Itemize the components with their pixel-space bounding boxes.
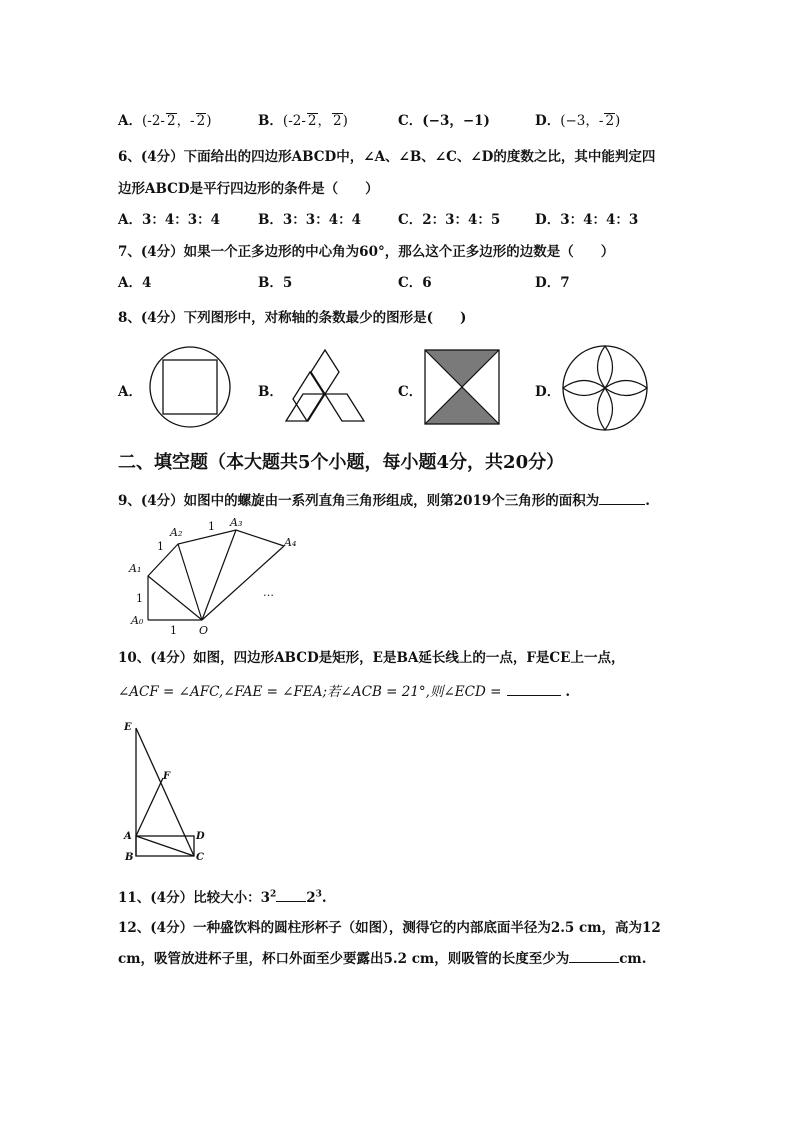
q8-label-c: C． [398,384,423,400]
q9-text: 9、(4分）如图中的螺旋由一系列直角三角形组成，则第2019个三角形的面积为 [118,493,600,509]
q10-question-line2 [118,680,570,700]
label-c: C [196,852,204,863]
q11-text: 11、(4分）比较大小：3 [118,890,270,906]
q9-question-line1 [118,489,650,509]
q5-option-d [535,109,620,129]
q5-option-b-math: (-2- 2， 2) [282,113,348,129]
label-a1: A₁ [129,562,142,575]
q10-end: . [565,684,571,700]
q8-label-b: B． [258,384,283,400]
q6-option-d: D．3：4：4：3 [535,212,639,228]
q9-figure-spiral [126,514,296,638]
q5-option-c [398,109,490,129]
q8-label-d: D． [535,384,561,400]
answer-blank [569,962,619,963]
side-length-1: 1 [170,624,177,637]
q6-option-a: A．3：4：3：4 [118,212,221,228]
q12-end: cm. [619,951,647,967]
option-label: D． [535,113,561,129]
option-label: A． [118,113,142,129]
answer-blank [276,901,306,902]
option-text: (−3，−1) [422,113,490,129]
q11-end: . [321,890,327,906]
label-a2: A₂ [170,526,183,539]
label-f: F [163,771,171,782]
label-d: D [196,831,205,842]
q8-question-line1: 8、(4分）下列图形中，对称轴的条数最少的图形是( ) [118,310,467,326]
q5-option-d-math: (−3，- 2) [560,113,621,129]
q7-question-line1: 7、(4分）如果一个正多边形的中心角为60°，那么这个正多边形的边数是（ ） [118,244,615,260]
q5-option-b [258,109,348,129]
q7-option-a: A．4 [118,275,152,291]
q6-option-b: B．3：3：4：4 [258,212,361,228]
q7-option-b: B．5 [258,275,293,291]
q11-base-2: 2 [306,890,316,906]
q12-question-line2 [118,947,646,967]
q8-figure-b-three-rhombus [282,346,368,430]
label-a0: A₀ [131,614,144,627]
q11-exponent-1: 2 [269,889,277,900]
q7-option-c: C．6 [398,275,432,291]
q8-figure-a-circle-square [145,345,235,429]
q8-figure-c-square-hourglass [423,348,501,426]
q12-text: cm，吸管放进杯子里，杯口外面至少要露出5.2 cm，则吸管的长度至少为 [118,951,570,967]
label-a3: A₃ [230,516,243,529]
q6-question-line1: 6、(4分）下面给出的四边形ABCD中，∠A、∠B、∠C、∠D的度数之比，其中能判定四 [118,149,656,165]
label-e: E [124,722,132,733]
q12-question-line1: 12、(4分）一种盛饮料的圆柱形杯子（如图），测得它的内部底面半径为2.5 cm，高为12 [118,920,661,936]
label-o: O [199,624,209,637]
label-a4: A₄ [284,536,297,549]
section-heading: 二、填空题（本大题共5个小题，每小题4分，共20分） [118,452,565,473]
q6-option-c: C．2：3：4：5 [398,212,501,228]
side-length-1: 1 [157,540,164,553]
q5-option-a-math: (-2- 2，- 2) [141,113,212,129]
q7-option-d: D．7 [535,275,570,291]
q11-question-line1 [118,886,327,906]
q9-end: . [645,493,650,509]
q8-figure-d-circle-petals [560,344,650,432]
side-length-1: 1 [208,520,215,533]
q10-condition: ∠ACF = ∠AFC,∠FAE = ∠FEA;若∠ACB = 21°,则∠ECD = [118,684,502,700]
answer-blank [599,504,645,505]
answer-blank [507,695,561,696]
option-label: C． [398,113,423,129]
q10-question-line1: 10、(4分）如图，四边形ABCD是矩形，E是BA延长线上的一点，F是CE上一点， [118,650,625,666]
q5-option-a [118,109,212,129]
q6-question-line2: 边形ABCD是平行四边形的条件是（ ） [118,181,379,197]
q8-label-a: A． [118,384,142,400]
q11-exponent-2: 3 [315,889,322,900]
q10-figure-rectangle [120,720,220,865]
label-b: B [125,852,134,863]
label-a: A [124,831,132,842]
side-length-1: 1 [136,592,143,605]
option-label: B． [258,113,283,129]
ellipsis: … [263,586,274,599]
